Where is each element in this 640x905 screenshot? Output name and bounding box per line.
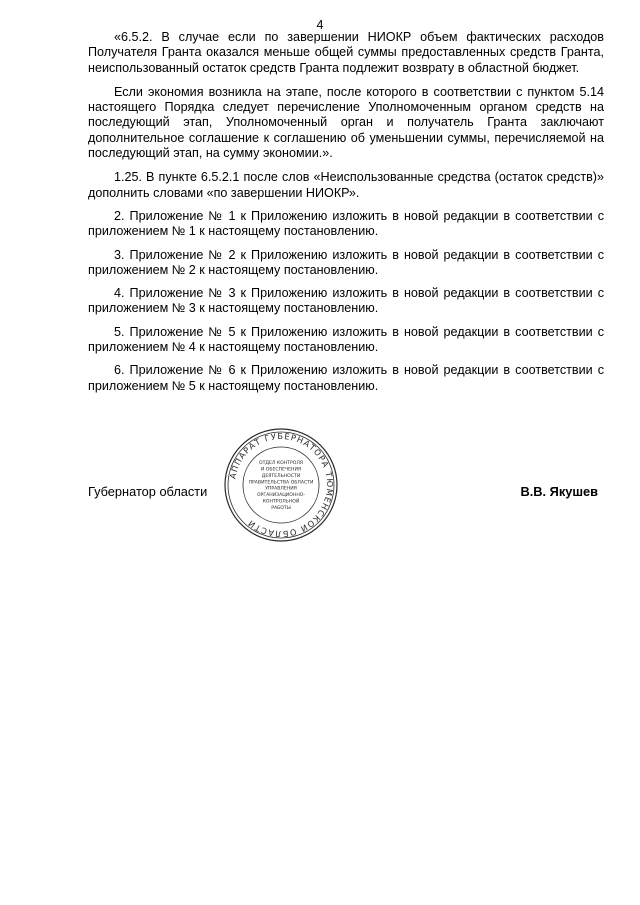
stamp-inner-line: УПРАВЛЕНИЯ — [265, 486, 297, 492]
document-body — [88, 30, 604, 402]
stamp-inner-line: ОРГАНИЗАЦИОННО- — [256, 493, 306, 499]
paragraph-item-2: 2. Приложение № 1 к Приложению изложить в новой редакции в соответствии с приложением № 1 к настоящему постановлению. — [88, 208, 604, 239]
page-number: 4 — [316, 18, 324, 32]
svg-text:АППАРАТ ГУБЕРНАТОРА ТЮМЕНСКОЙ: АППАРАТ ГУБЕРНАТОРА ТЮМЕНСКОЙ ОБЛАСТИ — [227, 430, 336, 540]
signatory-name: В.В. Якушев — [520, 484, 598, 499]
paragraph-item-3: 3. Приложение № 2 к Приложению изложить в новой редакции в соответствии с приложением № 2 к настоящему постановлению. — [88, 247, 604, 277]
paragraph-item-6: 6. Приложение № 6 к Приложению изложить в новой редакции в соответствии с приложением № 5 к настоящему постановлению. — [88, 363, 604, 393]
stamp-inner-line: КОНТРОЛЬНОЙ — [262, 499, 300, 505]
stamp-inner-line: ДЕЯТЕЛЬНОСТИ — [261, 473, 301, 479]
stamp-inner-line: РАБОТЫ — [271, 505, 291, 511]
paragraph-1-25: 1.25. В пункте 6.5.2.1 после слов «Неиспользованные средства (остаток средств)» дополнить словами «по завершении НИОКР». — [88, 170, 604, 200]
paragraph-item-4: 4. Приложение № 3 к Приложению изложить в новой редакции в соответствии с приложением № 3 к настоящему постановлению. — [88, 286, 604, 316]
paragraph-item-5: 5. Приложение № 5 к Приложению изложить в новой редакции в соответствии с приложением № 4 к настоящему постановлению. — [88, 324, 604, 355]
stamp-inner-line: ОТДЕЛ КОНТРОЛЯ — [259, 461, 303, 467]
paragraph-6-5-2: «6.5.2. В случае если по завершении НИОКР объем фактических расходов Получателя Гранта оказался меньше общей суммы предоставленных средств Гранта, неиспользованный остаток средств Гранта подлежит возврату в областной бюджет. — [88, 30, 604, 75]
stamp-inner-line: И ОБЕСПЕЧЕНИЯ — [260, 467, 302, 473]
signature-block — [88, 484, 604, 504]
stamp-inner-line: ПРАВИТЕЛЬСТВА ОБЛАСТИ — [248, 480, 314, 486]
signatory-title: Губернатор области — [88, 484, 208, 499]
paragraph-economy: Если экономия возникла на этапе, после которого в соответствии с пунктом 5.14 настоящего Порядка следует перечисление Уполномоченным органом средств на последующий этап, Уполномоченный орган и получатель Гранта заключают дополнительное соглашение к соглашению об уменьшении суммы, перечисляемой на последующий этап, на сумму экономии.». — [88, 84, 604, 161]
official-seal-stamp — [222, 426, 340, 544]
